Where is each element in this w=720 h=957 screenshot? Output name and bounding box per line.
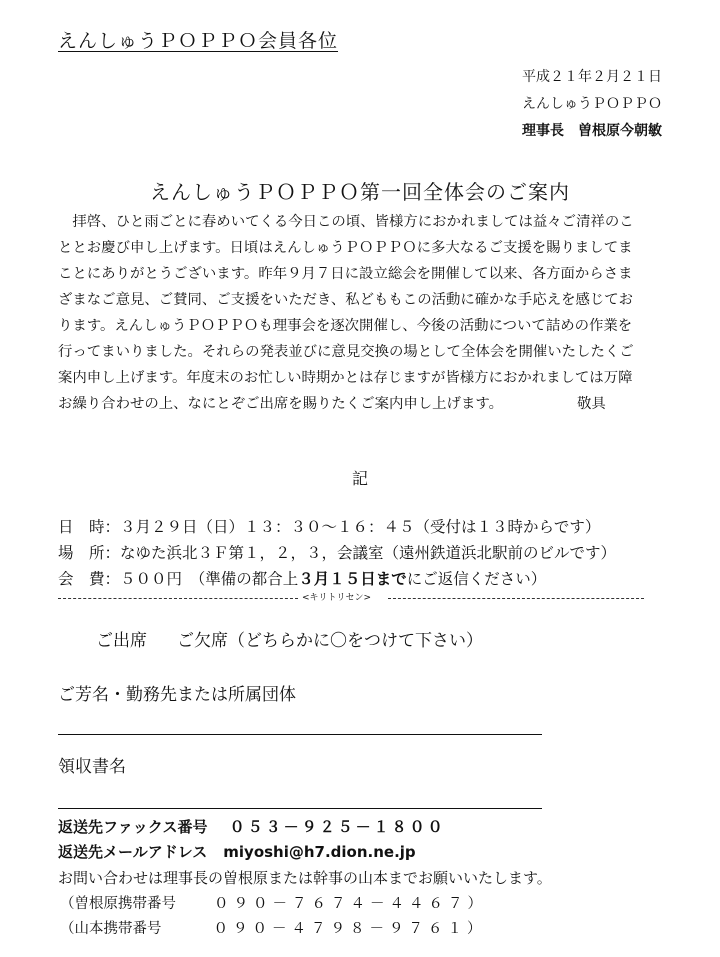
cut-dash-left — [58, 598, 298, 599]
email-address[interactable]: miyoshi@h7.dion.ne.jp — [223, 843, 416, 861]
rsvp-options — [96, 626, 483, 651]
datetime-value: ３月２９日（日）１３：３０～１６：４５（受付は１３時からです） — [120, 518, 601, 536]
phone-number: ０９０－７６７４－４４６７） — [214, 896, 487, 912]
document-title: えんしゅうＰＯＰＰＯ第一回全体会のご案内 — [150, 180, 570, 204]
rsvp-attend[interactable]: ご出席 — [96, 631, 147, 651]
body-line: ことにありがとうございます。昨年９月７日に設立総会を開催して以来、各方面からさま — [58, 266, 633, 282]
body-line: 案内申し上げます。年度末のお忙しい時期かとは存じますが皆様方におかれましては万障 — [58, 370, 633, 386]
name-field-line[interactable] — [58, 734, 542, 735]
phone-label: （山本携帯番号 — [60, 921, 162, 937]
fee-suffix: にご返信ください） — [406, 570, 547, 588]
body-line-last — [58, 391, 654, 417]
detail-datetime — [58, 515, 600, 537]
receipt-field-line[interactable] — [58, 808, 542, 809]
phone-number: ０９０－４７９８－９７６１） — [213, 921, 487, 937]
rsvp-absent[interactable]: ご欠席（どちらかに〇をつけて下さい） — [177, 631, 483, 651]
phone-sonehara — [60, 892, 487, 913]
fee-value: ５００円 （準備の都合上 — [120, 570, 299, 588]
cut-dash-right — [388, 598, 644, 599]
body-line: 拝啓、ひと雨ごとに春めいてくる今日この頃、皆様方におかれましては益々ご清祥のこ — [58, 214, 634, 230]
fax-number: ０５３－９２５－１８００ — [229, 818, 446, 836]
name-field-label: ご芳名・勤務先または所属団体 — [58, 685, 296, 705]
place-label: 場 所： — [58, 544, 121, 562]
cut-line — [58, 590, 644, 606]
phone-yamamoto — [60, 917, 487, 938]
email-line — [58, 841, 416, 862]
detail-place — [58, 541, 616, 563]
closing-keigu: 敬具 — [576, 396, 606, 412]
fax-line — [58, 816, 446, 837]
body-line: ととお慶び申し上げます。日頃はえんしゅうＰＯＰＰＯに多大なるご支援を賜りましてま — [58, 240, 633, 256]
addressee: えんしゅうＰＯＰＰＯ会員各位 — [58, 30, 339, 52]
sender-org: えんしゅうＰＯＰＰＯ — [522, 96, 662, 112]
fee-deadline: ３月１５日まで — [298, 570, 407, 588]
fee-label: 会 費： — [58, 570, 121, 588]
receipt-field-label: 領収書名 — [58, 757, 126, 777]
cut-line-label: <キリトリセン> — [298, 590, 375, 603]
fax-label: 返送先ファックス番号 — [58, 818, 208, 836]
email-label: 返送先メールアドレス — [58, 843, 208, 861]
body-last-text: お繰り合わせの上、なにとぞご出席を賜りたくご案内申し上げます。 — [58, 396, 503, 412]
body-line: ります。えんしゅうＰＯＰＰＯも理事会を逐次開催し、今後の活動について詰めの作業を — [58, 318, 633, 334]
ki-heading: 記 — [351, 469, 368, 488]
body-line: 行ってまいりました。それらの発表並びに意見交換の場として全体会を開催いたしたくご — [58, 344, 634, 360]
sender-chair: 理事長 曽根原今朝敏 — [522, 123, 662, 139]
phone-label: （曽根原携帯番号 — [60, 896, 176, 912]
datetime-label: 日 時： — [58, 518, 121, 536]
letter-date: 平成２１年２月２１日 — [522, 69, 662, 85]
body-line: ざまなご意見、ご賛同、ご支援をいただき、私どももこの活動に確かな手応えを感じてお — [58, 292, 634, 308]
place-value: なゆた浜北３Ｆ第１，２，３，会議室（遠州鉄道浜北駅前のビルです） — [120, 544, 617, 562]
inquiry-text: お問い合わせは理事長の曽根原または幹事の山本までお願いいたします。 — [58, 869, 552, 887]
letter-body — [58, 209, 654, 417]
detail-fee — [58, 567, 546, 589]
